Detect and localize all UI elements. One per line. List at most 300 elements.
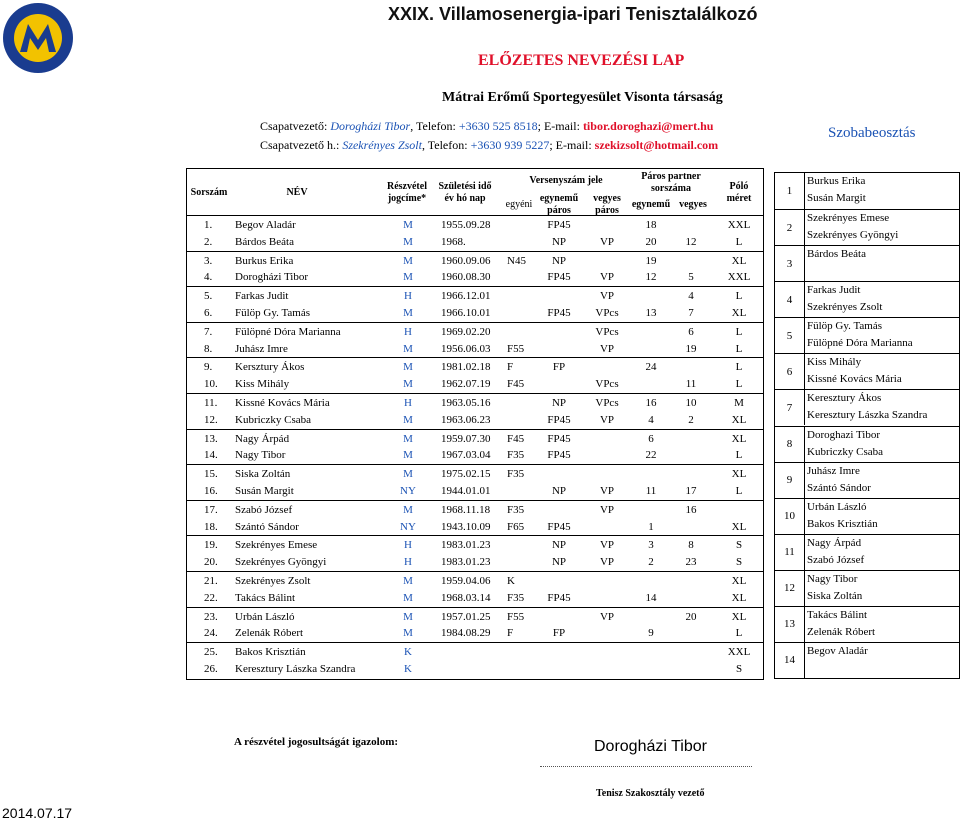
room-occupant: Urbán László <box>807 500 867 513</box>
cell-shirt: XXL <box>727 219 751 231</box>
room-row <box>775 317 959 353</box>
room-occupant: Takács Bálint <box>807 608 868 621</box>
table-row <box>187 340 763 358</box>
room-number: 5 <box>775 318 805 353</box>
room-row <box>775 498 959 534</box>
cell-pm: 19 <box>685 342 697 355</box>
room-occupant: Keresztury Lászka Szandra <box>807 409 928 422</box>
signature-name: Dorogházi Tibor <box>594 738 707 755</box>
cell-no: 20. <box>204 556 218 569</box>
table-row <box>187 393 763 412</box>
cell-shirt: L <box>735 290 743 303</box>
room-occupant: Szántó Sándor <box>807 481 871 494</box>
cell-type: M <box>403 432 413 445</box>
cell-type: M <box>403 219 413 231</box>
cell-type: M <box>403 503 413 516</box>
table-row <box>187 500 763 519</box>
table-row <box>187 429 763 448</box>
room-assignment-heading: Szobabeosztás <box>828 125 916 141</box>
table-row <box>187 375 763 393</box>
footer-date: 2014.07.17 <box>2 805 73 821</box>
header-name: NÉV <box>286 187 308 198</box>
cell-type: M <box>403 235 413 248</box>
room-occupant: Zelenák Róbert <box>807 625 876 638</box>
cell-shirt: XL <box>731 307 747 319</box>
cell-name: Dorogházi Tibor <box>235 271 309 284</box>
cell-name: Siska Zoltán <box>235 468 291 481</box>
cell-shirt: XL <box>731 468 747 481</box>
room-row <box>775 209 959 245</box>
cell-mixed: VPcs <box>595 325 619 338</box>
room-number: 2 <box>775 210 805 245</box>
cell-single: F35 <box>507 503 525 516</box>
cell-no: 11. <box>204 397 218 409</box>
header-participation: Részvétel jogcíme* <box>387 181 427 204</box>
cell-pm: 5 <box>688 271 694 284</box>
room-number: 11 <box>775 535 805 570</box>
table-row <box>187 571 763 590</box>
cell-birth: 1960.08.30 <box>441 271 491 284</box>
room-occupant: Kissné Kovács Mária <box>807 373 902 386</box>
cell-shirt: XL <box>731 575 747 587</box>
cell-pm: 23 <box>685 556 697 569</box>
cell-type: M <box>403 307 413 319</box>
table-row <box>187 624 763 642</box>
cell-type: M <box>403 413 413 426</box>
cell-no: 16. <box>204 485 218 497</box>
cell-pm: 11 <box>685 378 697 391</box>
cell-no: 22. <box>204 591 218 604</box>
cell-pm: 7 <box>688 307 694 319</box>
cell-name: Keresztury Lászka Szandra <box>235 663 356 675</box>
header-mixed: vegyes páros <box>593 193 621 216</box>
room-occupant: Farkas Judit <box>807 284 861 297</box>
table-row <box>187 411 763 429</box>
cell-type: M <box>403 342 413 355</box>
cell-birth: 1967.03.04 <box>441 449 491 462</box>
cell-birth: 1963.06.23 <box>441 413 491 426</box>
cell-pm: 10 <box>685 397 697 409</box>
cell-no: 8. <box>204 342 213 355</box>
cell-type: M <box>403 449 413 462</box>
table-row <box>187 322 763 341</box>
cell-mixed: VP <box>599 556 615 569</box>
cell-no: 15. <box>204 468 218 481</box>
table-row <box>187 304 763 322</box>
cell-type: M <box>403 271 413 284</box>
cell-no: 25. <box>204 646 218 659</box>
organization-name: Mátrai Erőmű Sportegyesület Visonta társaság <box>442 90 723 105</box>
room-occupant: Siska Zoltán <box>807 589 863 602</box>
cell-type: H <box>404 397 412 409</box>
cell-no: 21. <box>204 575 218 587</box>
room-number: 9 <box>775 463 805 498</box>
room-row <box>775 245 959 281</box>
cell-pd: 9 <box>648 627 654 640</box>
header-partner-mixed: vegyes <box>679 199 707 210</box>
cell-single: F45 <box>507 378 525 391</box>
table-row <box>187 251 763 270</box>
table-row <box>187 660 763 678</box>
cell-single: F <box>507 361 514 374</box>
cell-shirt: S <box>735 663 743 675</box>
cell-pd: 4 <box>648 413 654 426</box>
header-partner: Páros partner sorszáma <box>641 171 701 194</box>
cell-type: M <box>403 627 413 640</box>
room-occupant: Begov Aladár <box>807 644 868 657</box>
header-birth: Születési idő év hó nap <box>438 181 492 204</box>
cell-mixed: VP <box>599 342 615 355</box>
cell-no: 13. <box>204 432 218 445</box>
cell-mixed: VP <box>599 503 615 516</box>
cell-no: 23. <box>204 610 218 623</box>
cell-pm: 20 <box>685 610 697 623</box>
cell-birth: 1966.12.01 <box>441 290 491 303</box>
header-partner-double: egynemű <box>631 199 671 210</box>
cell-shirt: L <box>735 449 743 462</box>
cell-birth: 1959.04.06 <box>441 575 491 587</box>
cell-shirt: S <box>735 556 743 569</box>
cell-type: NY <box>400 520 416 533</box>
cell-birth: 1944.01.01 <box>441 485 491 497</box>
deputy-leader-email[interactable]: szekizsolt@hotmail.com <box>594 138 719 152</box>
cell-name: Nagy Árpád <box>235 432 290 445</box>
cell-double: NP <box>551 556 567 569</box>
cell-name: Zelenák Róbert <box>235 627 304 640</box>
cell-no: 3. <box>204 254 213 267</box>
cell-name: Begov Aladár <box>235 219 296 231</box>
cell-double: NP <box>551 235 567 248</box>
cell-pm: 2 <box>688 413 694 426</box>
room-number: 3 <box>775 246 805 281</box>
cell-type: M <box>403 610 413 623</box>
cell-birth: 1969.02.20 <box>441 325 491 338</box>
room-row <box>775 642 959 678</box>
cell-type: M <box>403 378 413 391</box>
cell-no: 6. <box>204 307 213 319</box>
room-occupant: Fülöp Gy. Tamás <box>807 320 883 333</box>
room-occupant: Szekrényes Gyöngyi <box>807 229 899 242</box>
table-row <box>187 446 763 464</box>
cell-name: Bárdos Beáta <box>235 235 294 248</box>
room-row <box>775 534 959 570</box>
cell-shirt: L <box>735 485 743 497</box>
cell-shirt: L <box>735 342 743 355</box>
cell-single: F35 <box>507 468 525 481</box>
cell-birth: 1943.10.09 <box>441 520 491 533</box>
cell-pm: 17 <box>685 485 697 497</box>
cell-birth: 1963.05.16 <box>441 397 491 409</box>
table-row <box>187 268 763 286</box>
cell-pm: 4 <box>688 290 694 303</box>
cell-double: NP <box>551 539 567 552</box>
cell-no: 19. <box>204 539 218 552</box>
table-row <box>187 482 763 500</box>
cell-no: 12. <box>204 413 218 426</box>
header-double: egynemű páros <box>539 193 579 216</box>
cell-no: 17. <box>204 503 218 516</box>
team-leader-name: Dorogházi Tibor <box>330 119 411 133</box>
cell-double: FP45 <box>547 271 571 284</box>
table-row <box>187 233 763 251</box>
cell-name: Nagy Tibor <box>235 449 286 462</box>
cell-pd: 20 <box>645 235 657 248</box>
cell-name: Szekrényes Gyöngyi <box>235 556 327 569</box>
cell-name: Kiss Mihály <box>235 378 290 391</box>
cell-name: Szabó József <box>235 503 293 516</box>
room-occupant: Szekrényes Emese <box>807 212 890 225</box>
confirmation-label: A részvétel jogosultságát igazolom: <box>234 736 399 748</box>
cell-double: FP45 <box>547 520 571 533</box>
room-number: 12 <box>775 571 805 606</box>
cell-shirt: L <box>735 325 743 338</box>
cell-mixed: VP <box>599 539 615 552</box>
cell-shirt: L <box>735 235 743 248</box>
room-occupant: Burkus Erika <box>807 175 866 187</box>
cell-name: Fülöpné Dóra Marianna <box>235 325 341 338</box>
cell-birth: 1968. <box>441 235 466 248</box>
cell-single: F55 <box>507 610 525 623</box>
room-number: 7 <box>775 390 805 425</box>
room-occupant: Szekrényes Zsolt <box>807 301 883 314</box>
cell-name: Juhász Imre <box>235 342 288 355</box>
cell-single: F <box>507 627 514 640</box>
cell-birth: 1956.06.03 <box>441 342 491 355</box>
cell-mixed: VP <box>599 610 615 623</box>
table-row <box>187 286 763 305</box>
cell-name: Burkus Erika <box>235 254 294 267</box>
header-no: Sorszám <box>190 187 228 198</box>
room-row <box>775 281 959 317</box>
room-row <box>775 353 959 389</box>
cell-type: M <box>403 591 413 604</box>
cell-type: H <box>404 539 412 552</box>
cell-type: H <box>404 325 412 338</box>
cell-double: FP45 <box>547 307 571 319</box>
cell-type: M <box>403 361 413 374</box>
cell-pm: 6 <box>688 325 694 338</box>
team-leader-email[interactable]: tibor.doroghazi@mert.hu <box>582 119 714 133</box>
cell-double: NP <box>551 254 567 267</box>
cell-pd: 22 <box>645 449 657 462</box>
participant-table <box>186 168 764 680</box>
room-occupant: Juhász Imre <box>807 464 860 477</box>
cell-type: NY <box>400 485 416 497</box>
logo <box>2 2 74 74</box>
room-occupant: Fülöpné Dóra Marianna <box>807 337 913 350</box>
cell-shirt: XL <box>731 591 747 604</box>
cell-birth: 1968.03.14 <box>441 591 491 604</box>
cell-double: FP45 <box>547 219 571 231</box>
table-row <box>187 553 763 571</box>
room-occupant: Kubriczky Csaba <box>807 445 884 458</box>
cell-double: NP <box>551 397 567 409</box>
table-row <box>187 642 763 661</box>
header-single: egyéni <box>505 199 533 210</box>
cell-no: 2. <box>204 235 213 248</box>
cell-shirt: L <box>735 378 743 391</box>
room-occupant: Keresztury Ákos <box>807 392 882 405</box>
cell-no: 4. <box>204 271 213 284</box>
signature-line <box>540 766 752 767</box>
cell-pd: 18 <box>645 219 657 231</box>
cell-mixed: VP <box>599 290 615 303</box>
cell-shirt: L <box>735 627 743 640</box>
cell-name: Kubriczky Csaba <box>235 413 312 426</box>
cell-birth: 1984.08.29 <box>441 627 491 640</box>
team-leader-phone: +3630 525 8518 <box>458 119 538 133</box>
cell-pd: 12 <box>645 271 657 284</box>
cell-no: 26. <box>204 663 218 675</box>
room-occupant: Doroghazi Tibor <box>807 428 881 441</box>
cell-shirt: XXL <box>727 646 751 659</box>
cell-no: 9. <box>204 361 213 374</box>
cell-pm: 12 <box>685 235 697 248</box>
cell-name: Urbán László <box>235 610 295 623</box>
cell-pd: 6 <box>648 432 654 445</box>
room-occupant: Szabó József <box>807 553 865 566</box>
cell-pm: 16 <box>685 503 697 516</box>
table-row <box>187 518 763 536</box>
cell-name: Bakos Krisztián <box>235 646 306 659</box>
cell-birth: 1968.11.18 <box>441 503 491 516</box>
room-occupant: Bárdos Beáta <box>807 248 866 261</box>
cell-type: M <box>403 575 413 587</box>
cell-single: N45 <box>507 254 526 267</box>
room-occupant: Kiss Mihály <box>807 356 862 369</box>
cell-birth: 1962.07.19 <box>441 378 491 391</box>
cell-pd: 11 <box>645 485 657 497</box>
cell-birth: 1960.09.06 <box>441 254 491 267</box>
room-number: 13 <box>775 607 805 642</box>
cell-shirt: XL <box>731 610 747 623</box>
cell-shirt: L <box>735 361 743 374</box>
cell-no: 10. <box>204 378 218 391</box>
cell-double: FP <box>552 627 566 640</box>
cell-single: K <box>507 575 515 587</box>
room-number: 6 <box>775 354 805 389</box>
cell-shirt: M <box>734 397 744 409</box>
room-row <box>775 570 959 606</box>
cell-pd: 1 <box>648 520 654 533</box>
deputy-leader-phone: +3630 939 5227 <box>470 138 550 152</box>
cell-type: K <box>404 663 412 675</box>
cell-no: 18. <box>204 520 218 533</box>
cell-double: FP45 <box>547 449 571 462</box>
cell-no: 5. <box>204 290 213 303</box>
team-leader-contact: Csapatvezető: Dorogházi Tibor, Telefon: +3630 525 8518; E-mail: tibor.doroghazi@mert.hu <box>260 119 714 133</box>
table-row <box>187 607 763 626</box>
table-row <box>187 215 763 234</box>
cell-birth: 1981.02.18 <box>441 361 491 374</box>
room-row <box>775 606 959 642</box>
cell-no: 14. <box>204 449 218 462</box>
cell-double: FP45 <box>547 413 571 426</box>
cell-no: 7. <box>204 325 213 338</box>
room-number: 8 <box>775 427 805 462</box>
cell-double: NP <box>551 485 567 497</box>
cell-name: Fülöp Gy. Tamás <box>235 307 311 319</box>
cell-name: Szekrényes Emese <box>235 539 318 552</box>
table-row <box>187 357 763 376</box>
cell-mixed: VP <box>599 413 615 426</box>
cell-name: Szántó Sándor <box>235 520 299 533</box>
cell-pd: 16 <box>645 397 657 409</box>
cell-single: F35 <box>507 449 525 462</box>
cell-double: FP <box>552 361 566 374</box>
cell-pd: 13 <box>645 307 657 319</box>
cell-no: 24. <box>204 627 218 640</box>
cell-mixed: VPcs <box>595 307 619 319</box>
cell-birth: 1975.02.15 <box>441 468 491 481</box>
cell-name: Farkas Judit <box>235 290 289 303</box>
form-title: ELŐZETES NEVEZÉSI LAP <box>478 52 685 69</box>
page-title: XXIX. Villamosenergia-ipari Tenisztalálkozó <box>388 4 758 24</box>
cell-birth: 1983.01.23 <box>441 556 491 569</box>
room-number: 1 <box>775 173 805 209</box>
room-occupant: Nagy Tibor <box>807 572 858 585</box>
cell-single: F45 <box>507 432 525 445</box>
room-occupant: Bakos Krisztián <box>807 517 878 530</box>
cell-shirt: XL <box>731 413 747 426</box>
cell-shirt: XXL <box>727 271 751 284</box>
cell-pm: 8 <box>688 539 694 552</box>
deputy-leader-name: Szekrényes Zsolt <box>342 138 422 152</box>
cell-shirt: XL <box>731 432 747 445</box>
cell-single: F35 <box>507 591 525 604</box>
room-row <box>775 173 959 209</box>
header-shirt: Póló méret <box>726 181 752 204</box>
cell-pd: 3 <box>648 539 654 552</box>
signer-title: Tenisz Szakosztály vezető <box>596 788 705 799</box>
cell-birth: 1955.09.28 <box>441 219 491 231</box>
cell-pd: 2 <box>648 556 654 569</box>
room-number: 14 <box>775 643 805 678</box>
cell-shirt: XL <box>731 254 747 267</box>
cell-mixed: VP <box>599 271 615 284</box>
cell-name: Susán Margit <box>235 485 294 497</box>
cell-pd: 14 <box>645 591 657 604</box>
deputy-leader-contact: Csapatvezető h.: Szekrényes Zsolt, Telefon: +3630 939 5227; E-mail: szekizsolt@hotmail.com <box>260 138 719 152</box>
room-number: 4 <box>775 282 805 317</box>
cell-single: F55 <box>507 342 525 355</box>
cell-shirt: XL <box>731 520 747 533</box>
table-row <box>187 589 763 607</box>
cell-type: H <box>404 556 412 569</box>
room-table <box>774 172 960 679</box>
cell-mixed: VPcs <box>595 378 619 391</box>
table-row <box>187 464 763 483</box>
room-row <box>775 389 959 425</box>
room-row <box>775 426 959 462</box>
cell-pd: 19 <box>645 254 657 267</box>
room-row <box>775 462 959 498</box>
cell-type: M <box>403 254 413 267</box>
header-competition: Versenyszám jele <box>529 175 603 186</box>
table-row <box>187 535 763 554</box>
room-occupant: Susán Margit <box>807 192 866 204</box>
cell-type: K <box>404 646 412 659</box>
room-number: 10 <box>775 499 805 534</box>
cell-mixed: VP <box>599 235 615 248</box>
cell-birth: 1983.01.23 <box>441 539 491 552</box>
cell-birth: 1959.07.30 <box>441 432 491 445</box>
cell-type: M <box>403 468 413 481</box>
cell-double: FP45 <box>547 591 571 604</box>
cell-type: H <box>404 290 412 303</box>
cell-name: Szekrényes Zsolt <box>235 575 311 587</box>
cell-name: Kissné Kovács Mária <box>235 397 330 409</box>
